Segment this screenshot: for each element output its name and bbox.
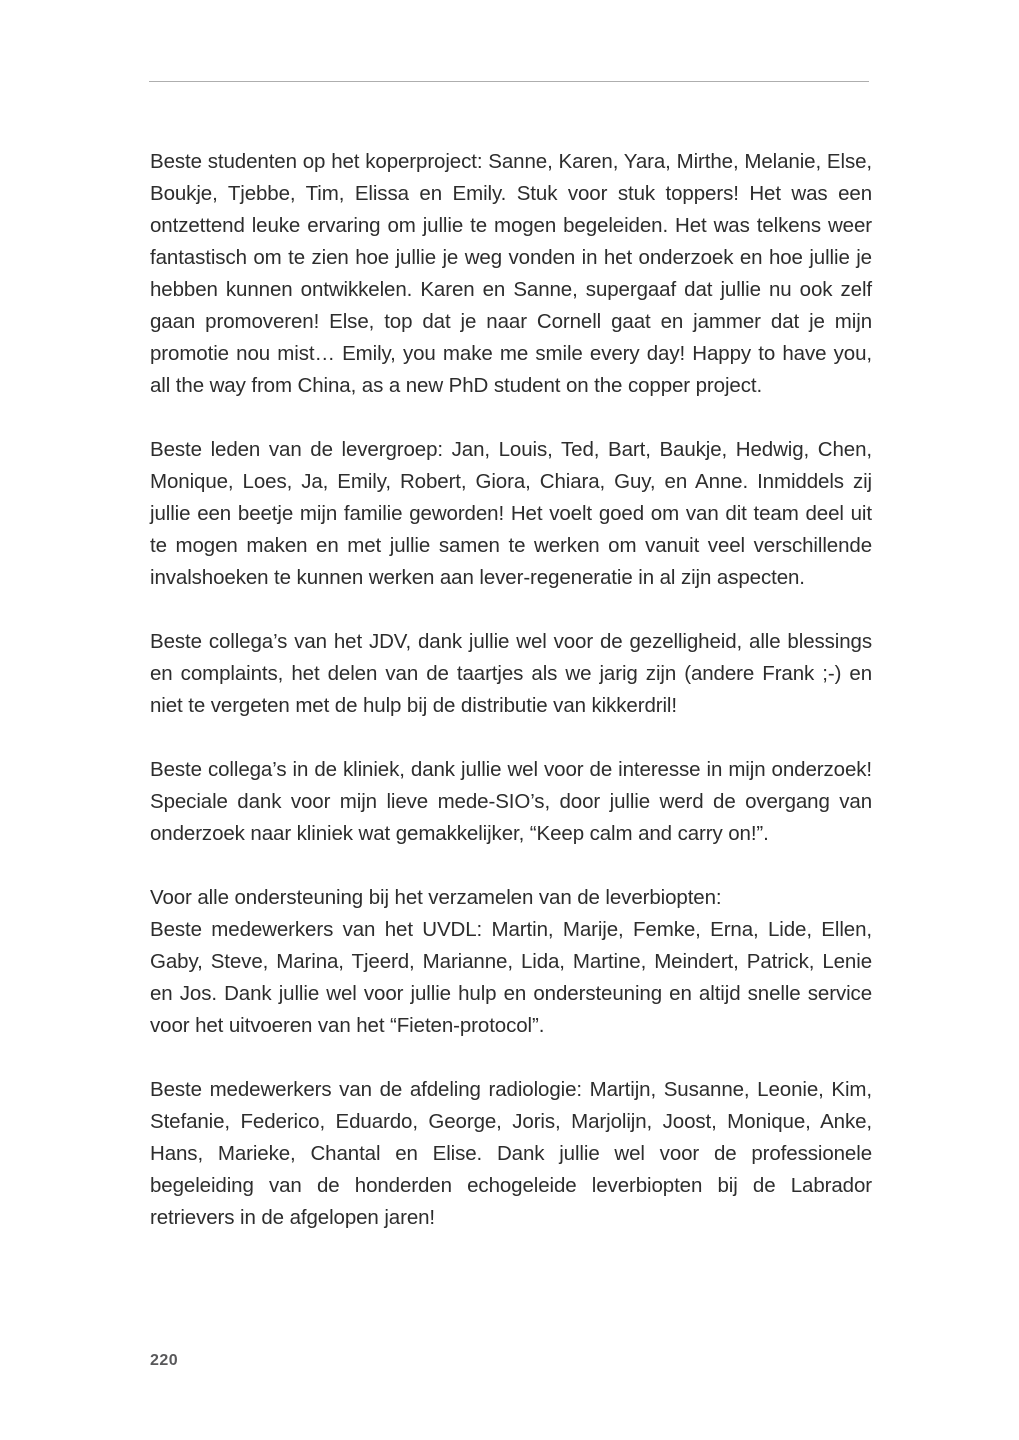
header-divider [149,81,869,82]
paragraph-jdv: Beste collega’s van het JDV, dank jullie wel voor de gezelligheid, alle blessings en complaints, het delen van de taartjes als we jarig zijn (andere Frank ;-) en niet te vergeten met de hulp bij de distributie van kikkerdril! [150,630,872,717]
acknowledgments-text [150,146,872,1266]
page-number: 220 [150,1352,179,1369]
paragraph-uvdl [150,882,872,1042]
paragraph-levergroep: Beste leden van de levergroep: Jan, Louis, Ted, Bart, Baukje, Hedwig, Chen, Monique, Loes, Ja, Emily, Robert, Giora, Chiara, Guy, en Anne. Inmiddels zij jullie een beetje mijn familie geworden! Het voelt goed om van dit team deel uit te mogen maken en met jullie samen te werken om vanuit veel verschillende invalshoeken te kunnen werken aan lever-regeneratie in al zijn aspecten. [150,438,872,589]
paragraph-uvdl-intro-line: Voor alle ondersteuning bij het verzamelen van de leverbiopten: [150,886,722,909]
paragraph-uvdl-body: Beste medewerkers van het UVDL: Martin, Marije, Femke, Erna, Lide, Ellen, Gaby, Steve, Marina, Tjeerd, Marianne, Lida, Martine, Meindert, Patrick, Lenie en Jos. Dank jullie wel voor jullie hulp en ondersteuning en altijd snelle service voor het uitvoeren van het “Fieten-protocol”. [150,918,872,1037]
paragraph-students: Beste studenten op het koperproject: Sanne, Karen, Yara, Mirthe, Melanie, Else, Boukje, Tjebbe, Tim, Elissa en Emily. Stuk voor stuk toppers! Het was een ontzettend leuke ervaring om jullie te mogen begeleiden. Het was telkens weer fantastisch om te zien hoe jullie je weg vonden in het onderzoek en hoe jullie je hebben kunnen ontwikkelen. Karen en Sanne, supergaaf dat jullie nu ook zelf gaan promoveren! Else, top dat je naar Cornell gaat en jammer dat je mijn promotie nou mist… Emily, you make me smile every day! Happy to have you, all the way from China, as a new PhD student on the copper project. [150,150,872,397]
paragraph-kliniek: Beste collega’s in de kliniek, dank jullie wel voor de interesse in mijn onderzoek! Speciale dank voor mijn lieve mede-SIO’s, door jullie werd de overgang van onderzoek naar kliniek wat gemakkelijker, “Keep calm and carry on!”. [150,758,872,845]
paragraph-radiologie: Beste medewerkers van de afdeling radiologie: Martijn, Susanne, Leonie, Kim, Stefanie, Federico, Eduardo, George, Joris, Marjolijn, Joost, Monique, Anke, Hans, Marieke, Chantal en Elise. Dank jullie wel voor de professionele begeleiding van de honderden echogeleide leverbiopten bij de Labrador retrievers in de afgelopen jaren! [150,1078,872,1229]
